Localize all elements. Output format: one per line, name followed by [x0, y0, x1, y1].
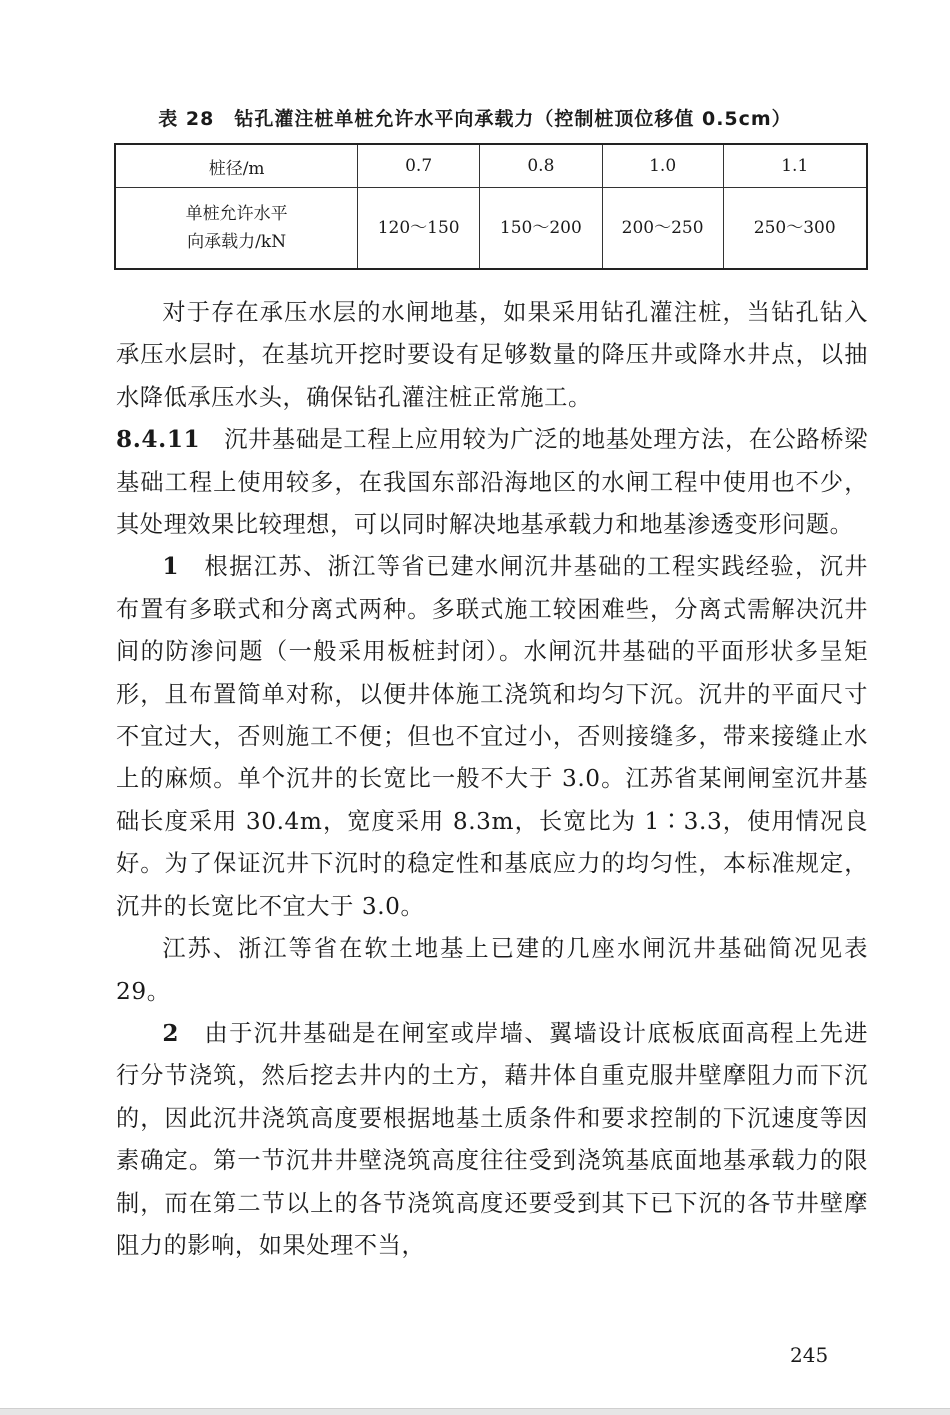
table-cell: 0.8 — [480, 144, 603, 188]
table-cell: 桩径/m — [115, 144, 358, 188]
table-title: 表 28 钻孔灌注桩单桩允许水平向承载力（控制桩顶位移值 0.5cm） — [158, 108, 792, 130]
paragraph — [116, 546, 868, 928]
item-number: 1 — [162, 553, 180, 581]
row-label-line: 单桩允许水平 — [185, 204, 288, 224]
bearing-capacity-table — [114, 143, 868, 270]
row-label-line: 向承载力/kN — [187, 232, 287, 252]
table-cell: 250～300 — [723, 188, 867, 270]
paragraph — [116, 419, 868, 546]
table-cell: 120～150 — [358, 188, 480, 270]
section-number: 8.4.11 — [116, 426, 201, 454]
paragraph-text: 沉井基础是工程上应用较为广泛的地基处理方法，在公路桥梁基础工程上使用较多，在我国东部沿海地区的水闸工程中使用也不少，其处理效果比较理想，可以同时解决地基承载力和地基渗透变形问题。 — [116, 426, 868, 539]
table-row-label — [115, 188, 358, 270]
table-row — [115, 188, 867, 270]
table-cell: 1.0 — [602, 144, 723, 188]
paragraph: 对于存在承压水层的水闸地基，如果采用钻孔灌注桩，当钻孔钻入承压水层时，在基坑开挖时要设有足够数量的降压井或降水井点，以抽水降低承压水头，确保钻孔灌注桩正常施工。 — [116, 299, 868, 411]
paragraph-text: 由于沉井基础是在闸室或岸墙、翼墙设计底板底面高程上先进行分节浇筑，然后挖去井内的土方，藉井体自重克服井壁摩阻力而下沉的，因此沉井浇筑高度要根据地基土质条件和要求控制的下沉速度等因素确定。第一节沉井井壁浇筑高度往往受到浇筑基底面地基承载力的限制，而在第二节以上的各节浇筑高度还要受到其下已下沉的各节井壁摩阻力的影响，如果处理不当， — [116, 1019, 868, 1259]
table-cell: 0.7 — [358, 144, 480, 188]
table-header-row — [115, 144, 867, 188]
item-number: 2 — [162, 1019, 180, 1047]
table-cell: 150～200 — [480, 188, 603, 270]
paragraph — [116, 1013, 868, 1267]
body-text — [116, 292, 868, 1267]
paragraph: 江苏、浙江等省在软土地基上已建的几座水闸沉井基础简况见表 29。 — [116, 935, 868, 1005]
table-cell: 1.1 — [723, 144, 867, 188]
table-cell: 200～250 — [602, 188, 723, 270]
paragraph-text: 根据江苏、浙江等省已建水闸沉井基础的工程实践经验，沉井布置有多联式和分离式两种。多联式施工较困难些，分离式需解决沉井间的防渗问题（一般采用板桩封闭）。水闸沉井基础的平面形状多呈矩形，且布置简单对称，以便井体施工浇筑和均匀下沉。沉井的平面尺寸不宜过大，否则施工不便；但也不宜过小，否则接缝多，带来接缝止水上的麻烦。单个沉井的长宽比一般不大于 3.0。江苏省某闸闸室沉井基础长度采用 30.4m，宽度采用 8.3m，长宽比为 1∶3.3，使用情况良好。为了保证沉井下沉时的稳定性和基底应力的均匀性，本标准规定，沉井的长宽比不宜大于 3.0。 — [116, 553, 868, 920]
page-number: 245 — [790, 1343, 829, 1367]
